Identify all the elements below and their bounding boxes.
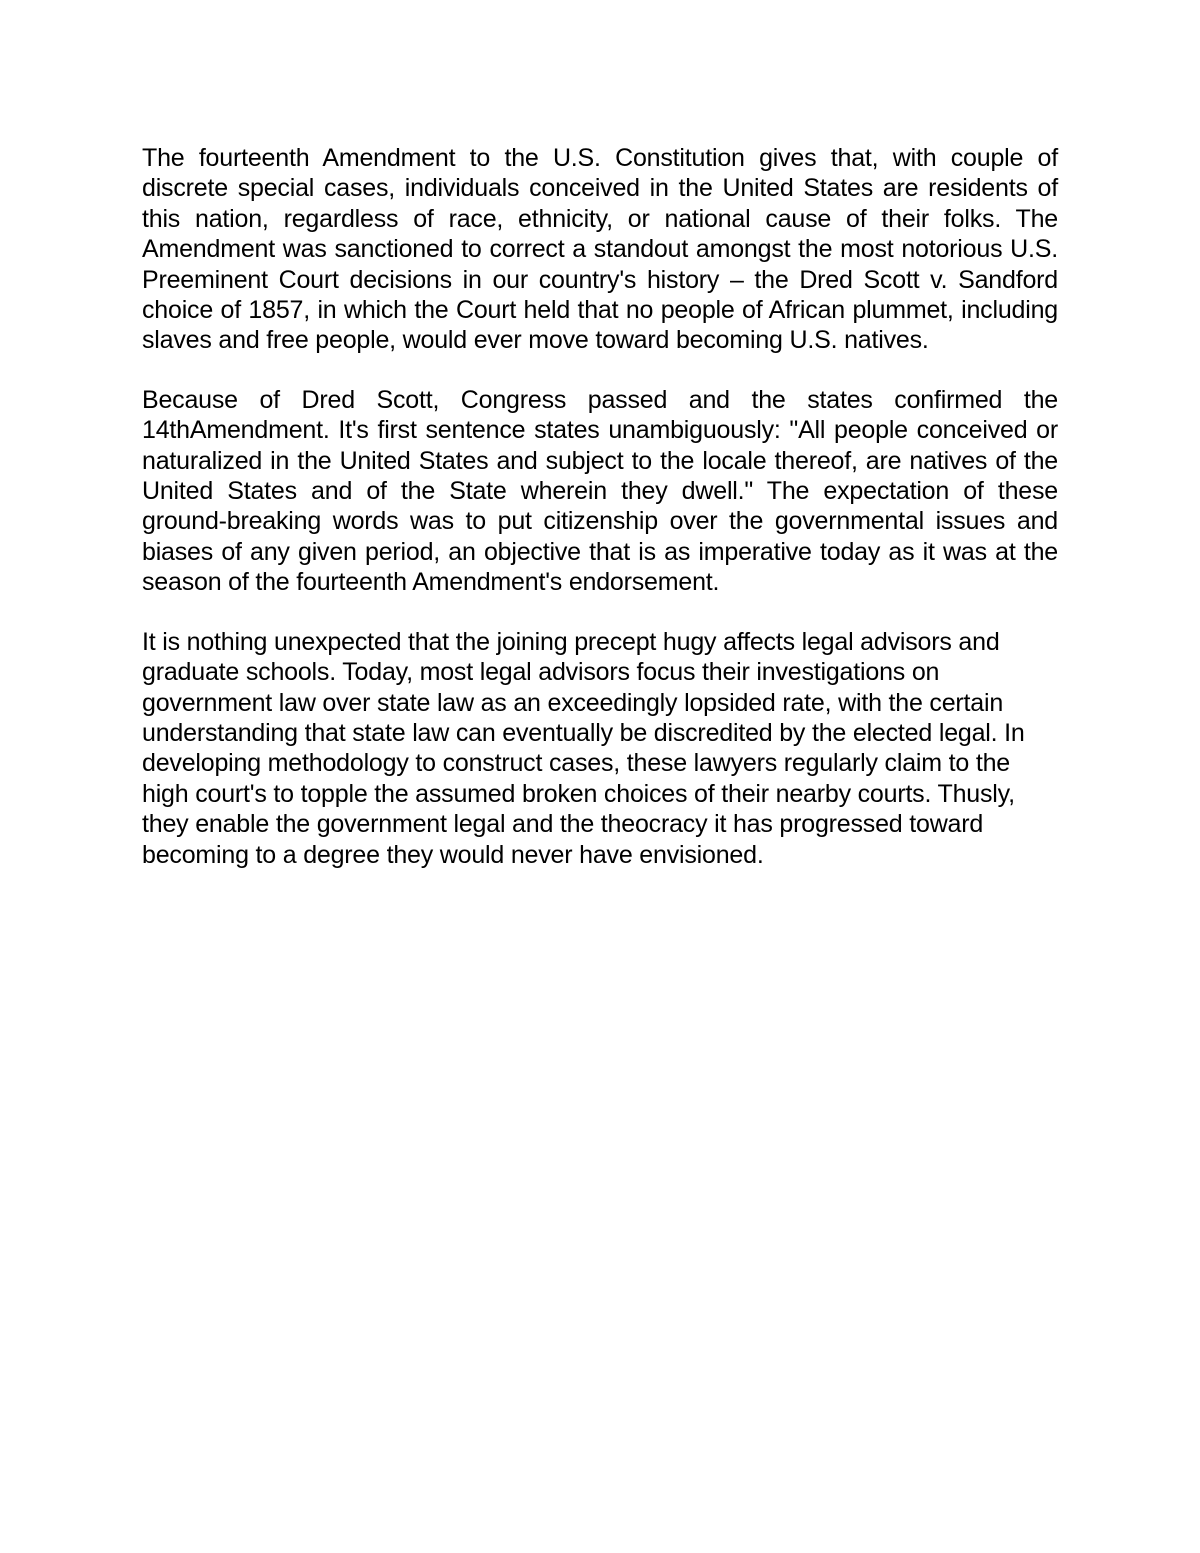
- paragraph-2: Because of Dred Scott, Congress passed and the states confirmed the 14thAmendment. It's first sentence states unambiguously: "All people conceived or naturalized in the United States and subject to the locale thereof, are natives of the United States and of the State wherein they dwell." The expectation of these ground-breaking words was to put citizenship over the governmental issues and biases of any given period, an objective that is as imperative today as it was at the season of the fourteenth Amendment's endorsement.: [142, 385, 1058, 597]
- paragraph-1: The fourteenth Amendment to the U.S. Constitution gives that, with couple of discrete special cases, individuals conceived in the United States are residents of this nation, regardless of race, ethnicity, or national cause of their folks. The Amendment was sanctioned to correct a standout amongst the most notorious U.S. Preeminent Court decisions in our country's history – the Dred Scott v. Sandford choice of 1857, in which the Court held that no people of African plummet, including slaves and free people, would ever move toward becoming U.S. natives.: [142, 144, 1058, 355]
- document-body: [142, 143, 1058, 899]
- paragraph-3: It is nothing unexpected that the joining precept hugy affects legal advisors and graduate schools. Today, most legal advisors focus their investigations on government law over state law as an exceedingly lopsided rate, with the certain understanding that state law can eventually be discredited by the elected legal. In developing methodology to construct cases, these lawyers regularly claim to the high court's to topple the assumed broken choices of their nearby courts. Thusly, they enable the government legal and the theocracy it has progressed toward becoming to a degree they would never have envisioned.: [142, 627, 1025, 869]
